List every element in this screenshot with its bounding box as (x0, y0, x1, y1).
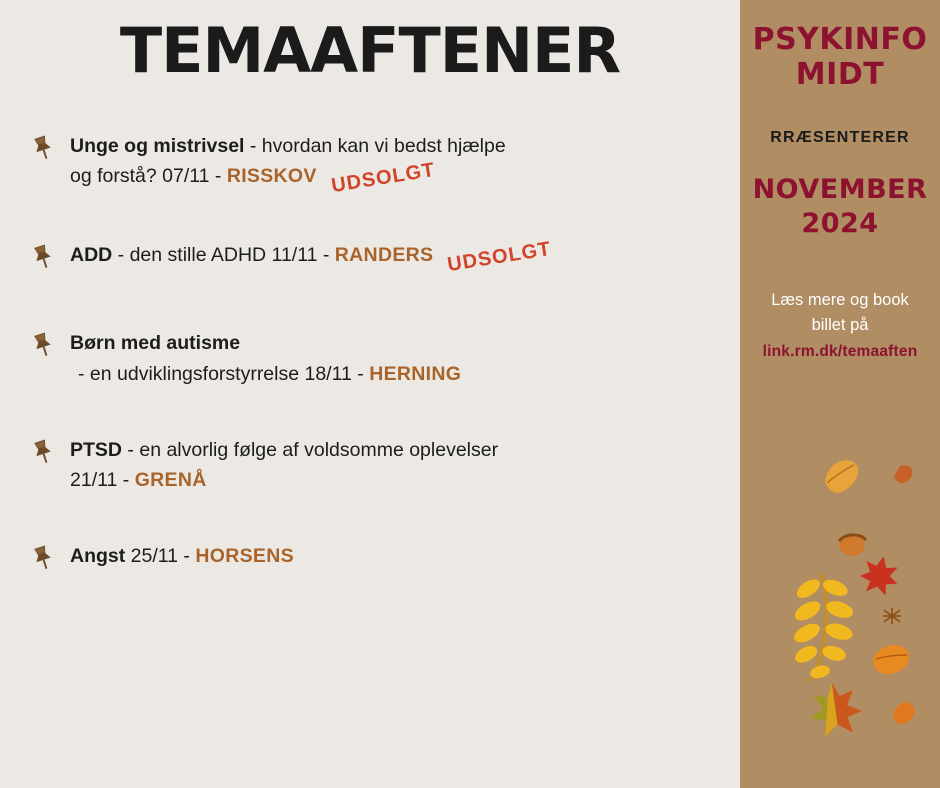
event-title: Unge og mistrivsel (70, 135, 245, 158)
event-list (0, 131, 740, 583)
leaf-icon (857, 552, 902, 597)
event-location: RISSKOV (226, 165, 317, 188)
leaf-icon (839, 534, 866, 556)
event-title: PTSD (70, 438, 123, 461)
month-label: NOVEMBER (752, 173, 928, 205)
brand-line-1: PSYKINFO (752, 22, 928, 57)
booking-link[interactable]: link.rm.dk/temaaften (762, 342, 918, 360)
brand-line-2: MIDT (795, 57, 885, 93)
pushpin-icon (28, 330, 58, 360)
leaf-icon (883, 608, 901, 624)
event-location: GRENÅ (134, 468, 207, 491)
event-line-2 (70, 465, 716, 495)
pushpin-icon (28, 437, 58, 467)
event-line-1 (70, 328, 716, 358)
event-title: ADD (70, 244, 113, 267)
event-line-1 (70, 238, 716, 277)
leaf-icon (889, 699, 918, 726)
event-subtitle: - hvordan kan vi bedst hjælpe (244, 135, 506, 158)
leaf-icon (820, 457, 863, 496)
list-item (26, 328, 716, 388)
brand-name (740, 22, 940, 93)
list-item (26, 435, 716, 495)
event-line-2 (70, 159, 716, 198)
event-line-1 (70, 541, 716, 571)
event-subtitle: - en udviklingsforstyrrelse 18/11 - (78, 362, 370, 385)
event-date: 25/11 - (125, 545, 196, 568)
status-badge: UDSOLGT (446, 238, 554, 277)
year-label: 2024 (801, 207, 879, 239)
readmore-line-1: Læs mere og book (771, 291, 909, 310)
leaf-icon (784, 570, 862, 682)
pushpin-icon (28, 543, 58, 573)
readmore-block (740, 288, 940, 363)
readmore-line-2: billet på (811, 316, 869, 335)
leaf-icon (893, 463, 915, 486)
status-badge: UDSOLGT (329, 159, 437, 198)
event-date: 21/11 - (70, 468, 135, 491)
poster-sidebar (740, 0, 940, 788)
leaf-icon (871, 640, 912, 679)
pushpin-icon (28, 242, 58, 272)
event-date: og forstå? 07/11 - (70, 165, 227, 188)
leaf-icon (806, 679, 865, 738)
event-line-1 (70, 131, 716, 161)
month-year (740, 173, 940, 241)
list-item (26, 240, 716, 282)
event-line-2 (70, 359, 716, 389)
pushpin-icon (28, 133, 58, 163)
event-subtitle: - en alvorlig følge af voldsomme oplevelser (122, 438, 499, 461)
list-item (26, 541, 716, 583)
event-location: HORSENS (195, 545, 294, 568)
event-title: Børn med autisme (70, 332, 241, 355)
autumn-leaves-decoration (740, 448, 940, 788)
event-title: Angst (70, 545, 126, 568)
event-subtitle: - den stille ADHD 11/11 - (112, 244, 335, 267)
list-item (26, 131, 716, 198)
presents-label: RRÆSENTERER (770, 128, 910, 146)
event-location: HERNING (369, 362, 462, 385)
page-title: TEMAAFTENER (119, 14, 621, 87)
event-line-1 (70, 435, 716, 465)
event-location: RANDERS (334, 244, 434, 267)
